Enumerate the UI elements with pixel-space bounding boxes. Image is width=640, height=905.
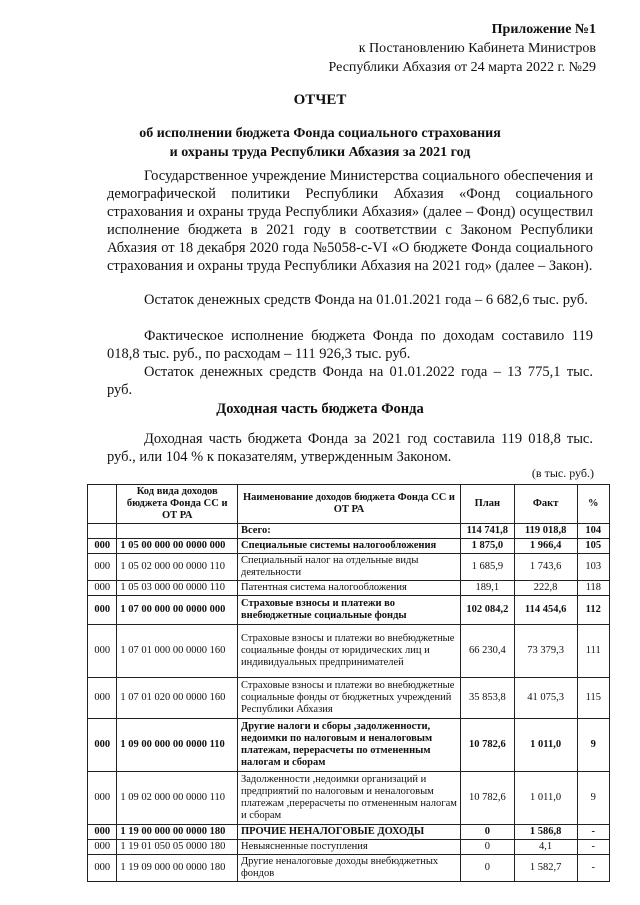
intro-paragraph: [107, 167, 593, 275]
intro-text: Государственное учреждение Министерства социального обеспечения и демографической политики Республики Абхазия «Фонд социального страхования и охраны труда Республики Абхазия» (далее – Фонд) осуществил исполнение бюджета в 2021 году в соответствии с Законом Республики Абхазия от 18 декабря 2020 года №5058-с-VI «О бюджете Фонда социального страхования и охраны труда Республики Абхазия на 2021 год» (далее – Закон).: [107, 168, 593, 274]
fact-header: Факт: [514, 485, 577, 524]
execution-text: Фактическое исполнение бюджета Фонда по доходам составило 119 018,8 тыс. руб., по расходам – 111 926,3 тыс. руб.: [107, 328, 593, 362]
table-row: 000 1 09 00 000 00 0000 110 Другие налоги и сборы ,задолженности, недоимки по налоговым и неналоговым платежам, перерасчеты по отмененным налогам и сборам 10 782,6 1 011,0 9: [88, 719, 610, 772]
table-row: 000 1 07 00 000 00 0000 000 Страховые взносы и платежи во внебюджетные социальные фонды 102 084,2 114 454,6 112: [88, 596, 610, 625]
table-row: 000 1 19 01 050 05 0000 180 Невыясненные поступления 0 4,1 -: [88, 840, 610, 855]
table-row: 000 1 07 01 000 00 0000 160 Страховые взносы и платежи во внебюджетные социальные фонды от юридических лиц и индивидуальных предпринимателей 66 230,4 73 379,3 111: [88, 625, 610, 678]
balance-end-paragraph: [107, 363, 593, 399]
total-fact: 119 018,8: [514, 524, 577, 539]
report-subtitle-line2: и охраны труда Республики Абхазия за 2021 год: [169, 145, 471, 160]
appendix-header: [329, 20, 596, 77]
total-plan: 114 741,8: [460, 524, 514, 539]
income-paragraph: [107, 430, 593, 466]
table-row: 000 1 09 02 000 00 0000 110 Задолженности ,недоимки организаций и предприятий по налоговым и неналоговым платежам ,перерасчеты по отмененным налогам и сборам 10 782,6 1 011,0 9: [88, 772, 610, 825]
total-pct: 104: [577, 524, 609, 539]
appendix-number: Приложение №1: [491, 22, 596, 37]
pct-header: %: [577, 485, 609, 524]
balance-start-text: Остаток денежных средств Фонда на 01.01.2021 года – 6 682,6 тыс. руб.: [144, 292, 588, 308]
total-row: [88, 524, 610, 539]
name-header: Наименование доходов бюджета Фонда СС и ОТ РА: [238, 485, 461, 524]
report-subtitle-line1: об исполнении бюджета Фонда социального страхования: [139, 126, 501, 141]
plan-header: План: [460, 485, 514, 524]
report-subtitle: [0, 124, 640, 162]
appendix-resolution: к Постановлению Кабинета Министров: [358, 41, 596, 56]
income-table: [87, 484, 610, 882]
appendix-date: Республики Абхазия от 24 марта 2022 г. №29: [328, 60, 596, 75]
report-title: ОТЧЕТ: [293, 92, 347, 108]
table-row: 000 1 19 09 000 00 0000 180 Другие неналоговые доходы внебюджетных фондов 0 1 582,7 -: [88, 855, 610, 882]
table-row: 000 1 05 00 000 00 0000 000 Специальные системы налогообложения 1 875,0 1 966,4 105: [88, 539, 610, 554]
total-label: Всего:: [238, 524, 461, 539]
execution-paragraph: [107, 327, 593, 363]
unit-note: (в тыс. руб.): [531, 466, 594, 480]
code-header: Код вида доходов бюджета Фонда СС и ОТ РА: [117, 485, 238, 524]
table-row: 000 1 07 01 020 00 0000 160 Страховые взносы и платежи во внебюджетные социальные фонды от бюджетных учреждений Республики Абхазия 35 853,8 41 075,3 115: [88, 678, 610, 719]
balance-end-text: Остаток денежных средств Фонда на 01.01.2022 года – 13 775,1 тыс. руб.: [107, 364, 593, 398]
admin-header: [88, 485, 117, 524]
balance-start-paragraph: [107, 291, 593, 309]
income-section-title: Доходная часть бюджета Фонда: [216, 401, 424, 417]
table-header-row: [88, 485, 610, 524]
table-row: 000 1 05 03 000 00 0000 110 Патентная система налогообложения 189,1 222,8 118: [88, 581, 610, 596]
income-text: Доходная часть бюджета Фонда за 2021 год составила 119 018,8 тыс. руб., или 104 % к показателям, утвержденным Законом.: [107, 431, 593, 465]
table-row: 000 1 19 00 000 00 0000 180 ПРОЧИЕ НЕНАЛОГОВЫЕ ДОХОДЫ 0 1 586,8 -: [88, 825, 610, 840]
table-row: 000 1 05 02 000 00 0000 110 Специальный налог на отдельные виды деятельности 1 685,9 1 743,6 103: [88, 554, 610, 581]
